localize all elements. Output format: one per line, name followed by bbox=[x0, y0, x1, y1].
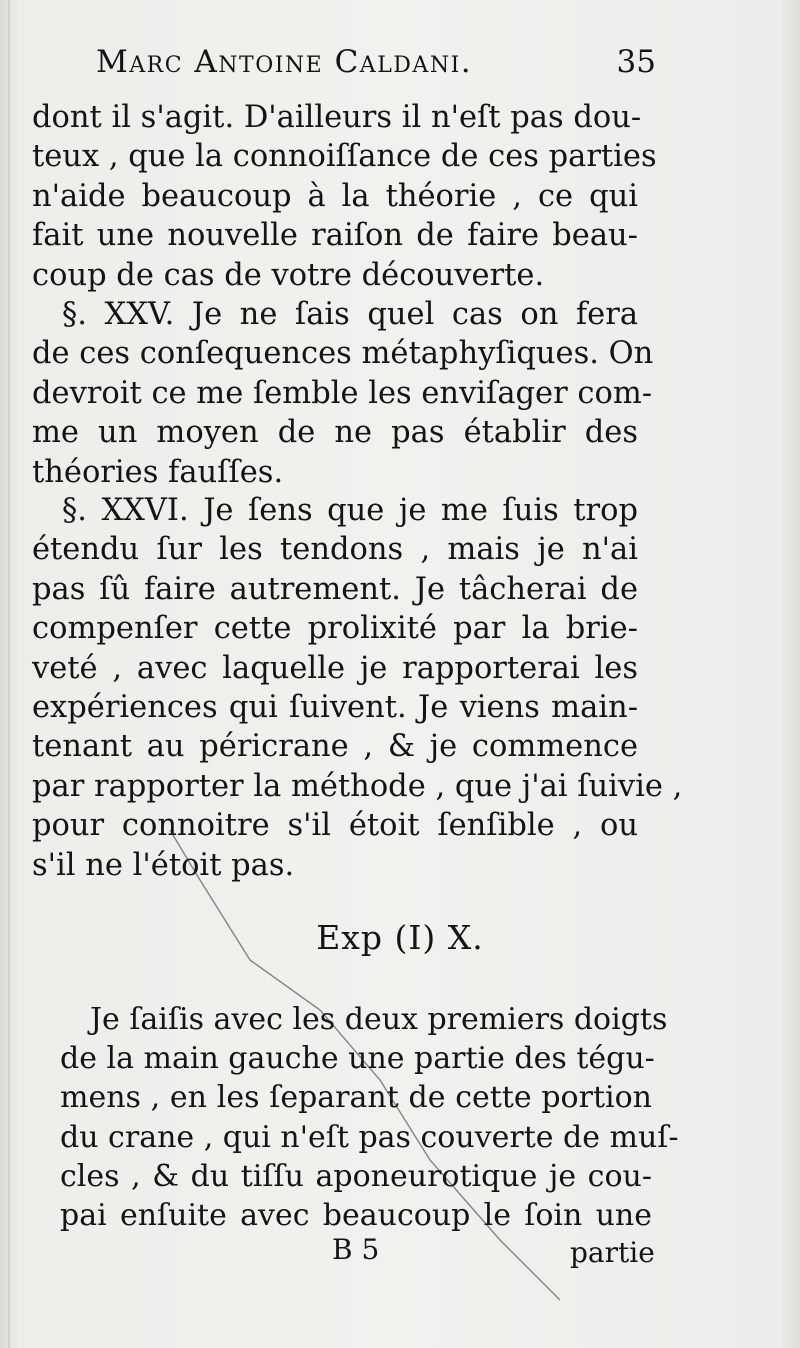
text-line: de ces conſequences métaphyſiques. On bbox=[32, 336, 654, 372]
paragraph-section-25 bbox=[32, 295, 654, 492]
text-line: théories fauſſes. bbox=[32, 454, 284, 490]
text-line: du crane , qui n'eſt pas couverte de muſ- bbox=[60, 1119, 679, 1155]
text-line: coup de cas de votre découverte. bbox=[32, 257, 545, 293]
page-number: 35 bbox=[616, 44, 656, 80]
text-line: de la main gauche une partie des tégu- bbox=[60, 1041, 655, 1077]
text-line: s'il ne l'étoit pas. bbox=[32, 847, 295, 883]
text-line: mens , en les ſeparant de cette portion bbox=[60, 1080, 652, 1116]
text-line: tenant au péricrane , & je commence bbox=[32, 729, 638, 765]
text-line: pas ſû faire autrement. Je tâcherai de bbox=[32, 571, 638, 607]
text-line: pai enſuite avec beaucoup le ſoin une bbox=[60, 1197, 652, 1233]
text-line: §. XXVI. Je ſens que je me ſuis trop bbox=[62, 493, 638, 528]
paragraph-section-26 bbox=[32, 491, 683, 885]
text-line: expériences qui ſuivent. Je viens main- bbox=[32, 689, 638, 725]
text-line: par rapporter la méthode , que j'ai ſuivie , bbox=[32, 768, 683, 804]
running-head-title: Marc Antoine Caldani. bbox=[96, 44, 473, 80]
signature-mark: B 5 bbox=[332, 1233, 380, 1266]
text-line: fait une nouvelle raiſon de faire beau- bbox=[32, 218, 638, 254]
text-line: cles , & du tiſſu aponeurotique je cou- bbox=[60, 1158, 652, 1194]
text-line: n'aide beaucoup à la théorie , ce qui bbox=[32, 178, 638, 214]
text-line: teux , que la connoiſſance de ces parties bbox=[32, 139, 657, 175]
text-line: §. XXV. Je ne ſais quel cas on fera bbox=[62, 297, 638, 332]
text-line: compenſer cette prolixité par la brie- bbox=[32, 611, 638, 647]
running-head bbox=[96, 44, 656, 94]
text-line: dont il s'agit. D'ailleurs il n'eſt pas dou- bbox=[32, 100, 642, 135]
text-line: veté , avec laquelle je rapporterai les bbox=[32, 650, 638, 686]
paragraph-continued bbox=[32, 98, 657, 295]
text-line: devroit ce me ſemble les enviſager com- bbox=[32, 375, 653, 411]
catchword: partie bbox=[570, 1236, 655, 1269]
text-line: pour connoitre s'il étoit ſenſible , ou bbox=[32, 808, 638, 844]
text-line: étendu ſur les tendons , mais je n'ai bbox=[32, 532, 638, 568]
text-line: me un moyen de ne pas établir des bbox=[32, 415, 638, 451]
experiment-heading: Exp (I) X. bbox=[316, 918, 484, 957]
experiment-paragraph bbox=[60, 1000, 679, 1235]
text-line: Je ſaiſis avec les deux premiers doigts bbox=[90, 1002, 668, 1037]
